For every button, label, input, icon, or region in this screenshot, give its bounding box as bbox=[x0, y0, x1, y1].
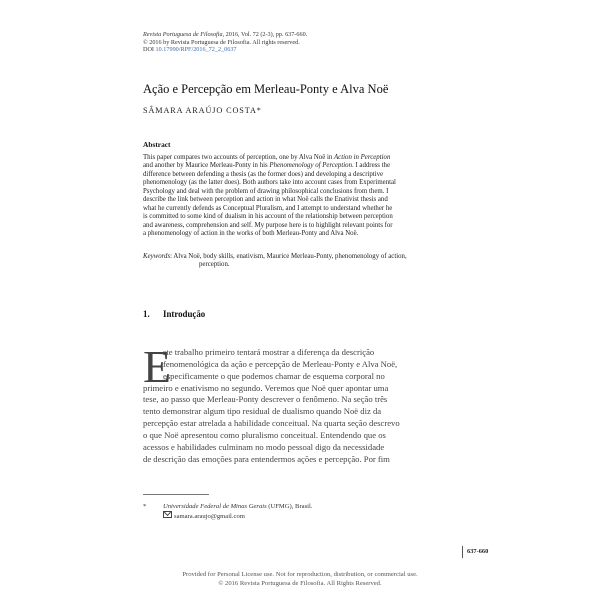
section-heading bbox=[143, 309, 205, 319]
keywords-label: Keywords bbox=[143, 253, 171, 260]
keywords-list-continued: perception. bbox=[199, 261, 230, 269]
license-line-1: Provided for Personal License use. Not for reproduction, distribution, or commercial use. bbox=[182, 571, 418, 578]
abstract-line: phenomenology (as the latter does). Both authors take into account cases from Experimental bbox=[143, 179, 396, 187]
body-line: especificamente o que podemos chamar de esquema corporal no bbox=[163, 370, 385, 381]
abstract-body bbox=[143, 154, 457, 239]
abstract-line: Psychology and deal with the problem of drawing philosophical conclusions from them. I bbox=[143, 187, 389, 195]
section-number: 1. bbox=[143, 309, 150, 319]
footnote-email-line bbox=[143, 511, 312, 521]
author-email[interactable]: samara.araujo@gmail.com bbox=[174, 513, 245, 521]
doi-link[interactable]: 10.17990/RPF/2016_72_2_0637 bbox=[155, 46, 237, 54]
body-line: de descrição das emoções para entendermos ações e percepção. Por fim bbox=[143, 453, 390, 464]
license-line-2: © 2016 Revista Portuguesa de Filosofia. All Rights Reserved. bbox=[218, 579, 382, 587]
copyright-line: © 2016 by Revista Portuguesa de Filosofia. All rights reserved. bbox=[143, 38, 300, 46]
abstract-line: and another by Maurice Merleau-Ponty in his Phenomenology of Perception. I address the bbox=[143, 162, 391, 170]
journal-name: Revista Portuguesa de Filosofia bbox=[143, 31, 223, 38]
doi-label: DOI bbox=[143, 46, 154, 54]
body-paragraph bbox=[143, 347, 459, 465]
section-title: Introdução bbox=[163, 309, 206, 319]
body-line: acessos e habilidades culminam no modo pessoal digo da necessidade bbox=[143, 441, 385, 452]
drop-cap: E bbox=[143, 341, 172, 392]
body-line: ste trabalho primeiro tentará mostrar a diferença da descrição bbox=[163, 347, 375, 357]
body-line: fenomenológica da ação e percepção de Merleau-Ponty e Alva Noë, bbox=[163, 358, 398, 369]
keywords bbox=[143, 253, 457, 270]
footnote-mark: * bbox=[143, 503, 147, 510]
body-line: primeiro e enativismo no segundo. Veremos que Noë quer apontar uma bbox=[143, 382, 389, 393]
footnote bbox=[143, 503, 312, 521]
abstract-line: what he currently defends as Conceptual Pluralism, and I attempt to understand whether he bbox=[143, 204, 393, 212]
envelope-icon bbox=[163, 511, 172, 518]
body-line: tese, ao passo que Merleau-Ponty descrever o fenômeno. Na seção três bbox=[143, 394, 388, 405]
abstract-line: is committed to some kind of dualism in his account of the relationship between perception bbox=[143, 213, 393, 221]
abstract-line: This paper compares two accounts of perception, one by Alva Noë in Action in Perception bbox=[143, 154, 391, 161]
institution-name: Universidade Federal de Minas Gerais bbox=[163, 503, 267, 510]
citation-line bbox=[143, 31, 307, 39]
body-line: percepção estar atrelada a habilidade conceitual. Na quarta seção descrevo bbox=[143, 418, 400, 429]
body-line: tento demonstrar algum tipo residual de dualismo quando Noë diz da bbox=[143, 406, 382, 417]
article-title: Ação e Percepção em Merleau-Ponty e Alva Noë bbox=[143, 82, 389, 96]
abstract-line: describe the link between perception and action in what Noë calls the Enativist thesis and bbox=[143, 196, 388, 204]
abstract-line: difference between defending a thesis (as the former does) and developing a descriptive bbox=[143, 170, 384, 178]
author-name: SÂMARA ARAÚJO COSTA* bbox=[143, 106, 262, 115]
journal-metadata bbox=[143, 31, 307, 54]
body-line: o que Noë apresentou como pluralismo conceitual. Entendendo que os bbox=[143, 429, 386, 440]
institution-country: (UFMG), Brasil. bbox=[266, 503, 313, 510]
doi-line bbox=[143, 46, 307, 54]
footnote-divider bbox=[143, 494, 209, 495]
abstract-line: and awareness, comprehension and self. My purpose here is to highlight relevant points for bbox=[143, 221, 393, 229]
keywords-list: : Alva Noë, body skills, enativism, Maurice Merleau-Ponty, phenomenology of action, bbox=[170, 253, 407, 260]
page-range: 637-660 bbox=[462, 546, 488, 558]
abstract-line: a phenomenology of action in the works of both Merleau-Ponty and Alva Noë. bbox=[143, 230, 359, 238]
license-notice bbox=[0, 571, 600, 588]
abstract-heading: Abstract bbox=[143, 140, 171, 149]
citation: , 2016, Vol. 72 (2-3), pp. 637-660. bbox=[222, 31, 308, 38]
